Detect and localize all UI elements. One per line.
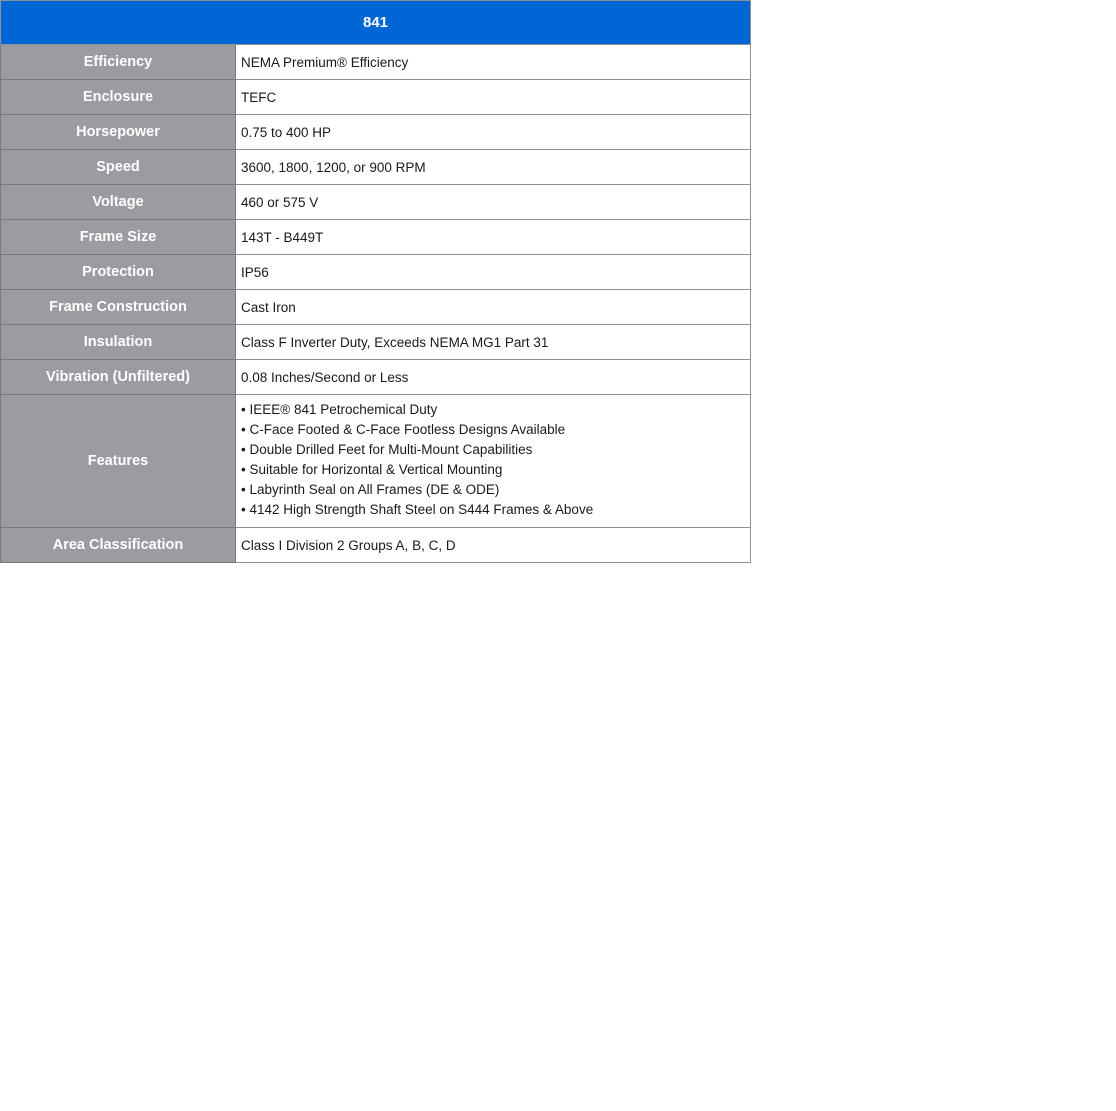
feature-item: • Suitable for Horizontal & Vertical Mounting [241,460,745,480]
table-row [1,360,751,395]
spec-table [0,0,751,563]
table-row [1,80,751,115]
feature-item: • Double Drilled Feet for Multi-Mount Capabilities [241,440,745,460]
row-label-insulation: Insulation [1,325,236,360]
feature-item: • IEEE® 841 Petrochemical Duty [241,400,745,420]
table-row [1,185,751,220]
table-row [1,45,751,80]
table-title: 841 [1,1,751,45]
row-label-efficiency: Efficiency [1,45,236,80]
table-row [1,150,751,185]
row-value-enclosure: TEFC [236,80,751,115]
row-label-vibration: Vibration (Unfiltered) [1,360,236,395]
row-label-speed: Speed [1,150,236,185]
table-header-row [1,1,751,45]
row-value-efficiency: NEMA Premium® Efficiency [236,45,751,80]
row-label-frame-construction: Frame Construction [1,290,236,325]
table-row-features [1,395,751,528]
row-value-insulation: Class F Inverter Duty, Exceeds NEMA MG1 Part 31 [236,325,751,360]
row-label-frame-size: Frame Size [1,220,236,255]
row-label-horsepower: Horsepower [1,115,236,150]
table-row [1,255,751,290]
row-label-enclosure: Enclosure [1,80,236,115]
table-row [1,220,751,255]
table-row [1,290,751,325]
row-label-voltage: Voltage [1,185,236,220]
row-value-horsepower: 0.75 to 400 HP [236,115,751,150]
table-row [1,115,751,150]
table-row [1,528,751,563]
row-value-frame-size: 143T - B449T [236,220,751,255]
row-value-features [236,395,751,528]
feature-item: • C-Face Footed & C-Face Footless Designs Available [241,420,745,440]
feature-item: • 4142 High Strength Shaft Steel on S444 Frames & Above [241,500,745,520]
row-value-speed: 3600, 1800, 1200, or 900 RPM [236,150,751,185]
row-value-voltage: 460 or 575 V [236,185,751,220]
row-value-protection: IP56 [236,255,751,290]
row-value-frame-construction: Cast Iron [236,290,751,325]
row-label-features: Features [1,395,236,528]
feature-item: • Labyrinth Seal on All Frames (DE & ODE) [241,480,745,500]
row-value-area-classification: Class I Division 2 Groups A, B, C, D [236,528,751,563]
table-row [1,325,751,360]
row-label-area-classification: Area Classification [1,528,236,563]
feature-list [241,395,745,527]
row-value-vibration: 0.08 Inches/Second or Less [236,360,751,395]
row-label-protection: Protection [1,255,236,290]
